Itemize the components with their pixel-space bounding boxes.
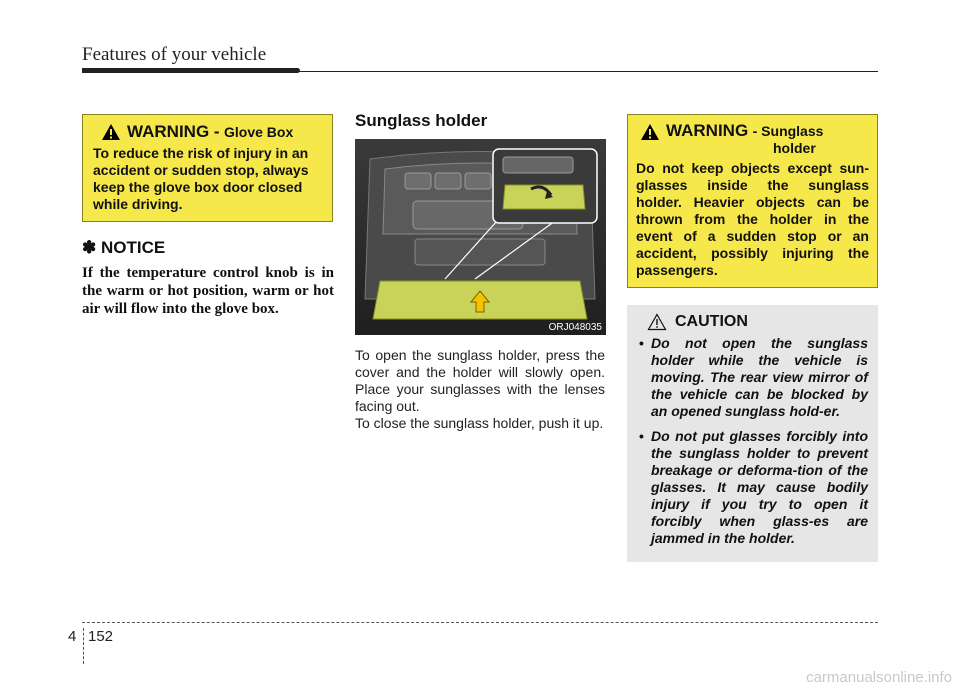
caution-word: CAUTION — [675, 313, 748, 330]
caution-triangle-icon — [647, 313, 667, 331]
paragraph-open-holder: To open the sunglass holder, press the cover and the holder will slowly open. Place your sunglasses with the lenses facing out. — [355, 347, 605, 414]
warning-word: WARNING - — [127, 122, 220, 141]
warning-triangle-icon — [640, 123, 660, 141]
section-title-sunglass-holder: Sunglass holder — [355, 111, 488, 130]
notice-body: If the temperature control knob is in the warm or hot position, warm or hot air will flow into the glove box. — [82, 265, 334, 317]
warning-glove-box — [82, 114, 333, 222]
overhead-console-illustration — [355, 139, 606, 335]
warning-word: WARNING — [666, 121, 749, 140]
caution-box — [627, 305, 878, 562]
page-header-title: Features of your vehicle — [82, 44, 267, 65]
warning-sunglass-holder — [627, 114, 878, 288]
caution-item: • Do not open the sunglass holder while the vehicle is moving. The rear view mirror of the vehicle can be blocked by an opened sunglass hold-er. — [639, 335, 868, 420]
page-number: 152 — [88, 628, 114, 645]
footer-divider — [83, 628, 84, 664]
paragraph-close-holder: To close the sunglass holder, push it up. — [355, 415, 604, 431]
caution-item: • Do not put glasses forcibly into the sunglass holder to prevent breakage or deforma-tion of the glasses. It may cause bodily injury if you try to open it forcibly when glass-es are jammed in the holder. — [639, 428, 868, 547]
caution-list — [639, 335, 868, 547]
warning-triangle-icon — [101, 123, 121, 141]
warning-body: Do not keep objects except sun-glasses inside the sunglass holder. Heavier objects can be thrown from the holder in the event of a sudden stop or an accident, possibly injuring the passengers. — [636, 160, 869, 278]
warning-subject-line1: - Sunglass — [752, 123, 824, 139]
warning-header — [93, 122, 324, 142]
warning-subject: Glove Box — [224, 124, 294, 140]
watermark: carmanualsonline.info — [806, 669, 952, 686]
sunglass-holder-figure — [355, 139, 606, 335]
caution-header — [647, 313, 868, 331]
notice-heading: ✽ NOTICE — [82, 238, 166, 257]
warning-body: To reduce the risk of injury in an accident or sudden stop, always keep the glove box door closed while driving. — [93, 145, 309, 212]
footer-rule — [82, 622, 878, 623]
warning-subject-line2: holder — [773, 140, 816, 156]
chapter-number: 4 — [68, 628, 77, 645]
warning-header — [636, 122, 869, 157]
header-rule-thin — [82, 71, 878, 72]
figure-code: ORJ048035 — [548, 322, 602, 333]
